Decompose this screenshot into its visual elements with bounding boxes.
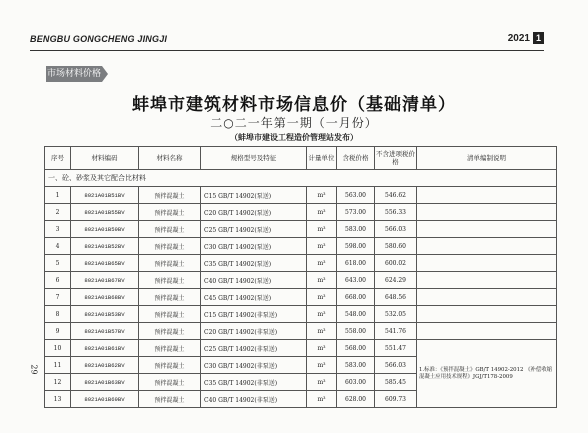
unit: m³ [307,391,337,408]
row-number: 9 [45,323,71,340]
material-name: 预拌混凝土 [139,289,201,306]
material-code: 8021A01B65BV [71,255,139,272]
header-rule [30,50,544,51]
col-header: 材料编码 [71,147,139,170]
running-header [30,34,544,48]
price-with-tax: 643.00 [337,272,375,289]
material-name: 预拌混凝土 [139,238,201,255]
material-code: 8021A01B62BV [71,357,139,374]
col-header: 计量单位 [307,147,337,170]
table-row [45,255,557,272]
page-title: 蚌埠市建筑材料市场信息价（基础清单） [132,95,456,115]
price-with-tax: 583.00 [337,357,375,374]
price-without-tax: 541.76 [375,323,417,340]
col-header: 序号 [45,147,71,170]
unit: m³ [307,340,337,357]
row-number: 5 [45,255,71,272]
material-code: 8021A01B63BV [71,374,139,391]
table-row [45,289,557,306]
material-code: 8021A01B52BV [71,238,139,255]
material-code: 8021A01B69BV [71,391,139,408]
col-header: 不含进项税价格 [375,147,417,170]
price-with-tax: 568.00 [337,340,375,357]
price-without-tax: 551.47 [375,340,417,357]
row-number: 1 [45,187,71,204]
spec: C15 GB/T 14902(非泵送) [201,306,307,323]
spec: C35 GB/T 14902(非泵送) [201,374,307,391]
publisher: （蚌埠市建设工程造价管理站发布） [230,132,358,142]
row-number: 12 [45,374,71,391]
row-number: 8 [45,306,71,323]
unit: m³ [307,357,337,374]
row-number: 6 [45,272,71,289]
spec: C15 GB/T 14902(泵送) [201,187,307,204]
material-code: 8021A01B67BV [71,272,139,289]
spec: C20 GB/T 14902(非泵送) [201,323,307,340]
material-code: 8021A01B59BV [71,221,139,238]
row-number: 4 [45,238,71,255]
material-code: 8021A01B68BV [71,289,139,306]
price-without-tax: 566.03 [375,357,417,374]
price-without-tax: 624.29 [375,272,417,289]
table-row [45,238,557,255]
material-name: 预拌混凝土 [139,306,201,323]
issue-info [508,32,544,44]
unit: m³ [307,204,337,221]
material-name: 预拌混凝土 [139,323,201,340]
col-header: 清单编制说明 [417,147,557,170]
page-number: 29 [29,364,39,375]
issue-badge: 1 [533,32,544,44]
spec: C30 GB/T 14902(非泵送) [201,357,307,374]
spec: C45 GB/T 14902(泵送) [201,289,307,306]
note-cell [417,323,557,340]
note-cell [417,306,557,323]
material-code: 8021A01B55BV [71,204,139,221]
material-name: 预拌混凝土 [139,357,201,374]
price-without-tax: 546.62 [375,187,417,204]
unit: m³ [307,374,337,391]
price-with-tax: 668.00 [337,289,375,306]
price-with-tax: 563.00 [337,187,375,204]
spec: C25 GB/T 14902(非泵送) [201,340,307,357]
table-row [45,221,557,238]
price-with-tax: 618.00 [337,255,375,272]
price-with-tax: 558.00 [337,323,375,340]
unit: m³ [307,255,337,272]
page-subtitle: 二○二一年第一期（一月份） [210,116,378,130]
price-with-tax: 603.00 [337,374,375,391]
unit: m³ [307,238,337,255]
price-without-tax: 532.05 [375,306,417,323]
material-name: 预拌混凝土 [139,272,201,289]
material-name: 预拌混凝土 [139,187,201,204]
row-number: 7 [45,289,71,306]
spec: C30 GB/T 14902(泵送) [201,238,307,255]
note-cell [417,272,557,289]
spec: C40 GB/T 14902(泵送) [201,272,307,289]
spec: C35 GB/T 14902(泵送) [201,255,307,272]
price-with-tax: 628.00 [337,391,375,408]
spec: C40 GB/T 14902(非泵送) [201,391,307,408]
note-cell [417,187,557,204]
price-table [44,146,557,408]
unit: m³ [307,323,337,340]
row-number: 2 [45,204,71,221]
unit: m³ [307,187,337,204]
price-with-tax: 598.00 [337,238,375,255]
price-without-tax: 556.33 [375,204,417,221]
material-name: 预拌混凝土 [139,204,201,221]
material-name: 预拌混凝土 [139,374,201,391]
price-with-tax: 548.00 [337,306,375,323]
table-header-row [45,147,557,170]
col-header: 含税价格 [337,147,375,170]
material-name: 预拌混凝土 [139,391,201,408]
material-code: 8021A01B57BV [71,323,139,340]
unit: m³ [307,289,337,306]
note-cell [417,204,557,221]
category-row [45,170,557,187]
material-code: 8021A01B61BV [71,340,139,357]
note-cell [417,238,557,255]
journal-name: BENGBU GONGCHENG JINGJI [30,34,168,44]
table-row [45,340,557,357]
category-label: 一、砼、砂浆及其它配合比材料 [45,170,557,187]
table-row [45,272,557,289]
spec: C20 GB/T 14902(泵送) [201,204,307,221]
price-without-tax: 609.73 [375,391,417,408]
price-without-tax: 566.03 [375,221,417,238]
material-code: 8021A01B51BV [71,187,139,204]
unit: m³ [307,221,337,238]
material-code: 8021A01B53BV [71,306,139,323]
note-cell [417,221,557,238]
unit: m³ [307,306,337,323]
note-cell [417,255,557,272]
material-name: 预拌混凝土 [139,221,201,238]
price-without-tax: 580.60 [375,238,417,255]
unit: m³ [307,272,337,289]
price-with-tax: 583.00 [337,221,375,238]
col-header: 材料名称 [139,147,201,170]
table-row [45,306,557,323]
material-name: 预拌混凝土 [139,255,201,272]
spec: C25 GB/T 14902(泵送) [201,221,307,238]
price-without-tax: 585.45 [375,374,417,391]
section-tag: 市场材料价格 [46,66,102,82]
table-row [45,187,557,204]
price-without-tax: 648.56 [375,289,417,306]
col-header: 规格型号及特征 [201,147,307,170]
price-with-tax: 573.00 [337,204,375,221]
material-name: 预拌混凝土 [139,340,201,357]
table-row [45,323,557,340]
row-number: 10 [45,340,71,357]
year: 2021 [507,33,530,44]
row-number: 13 [45,391,71,408]
price-without-tax: 600.02 [375,255,417,272]
row-number: 3 [45,221,71,238]
row-number: 11 [45,357,71,374]
compilation-note: 1.标准：《预拌混凝土》GB/T 14902-2012 《补偿收缩混凝土应用技术规程》JGJ/T178-2009 [417,340,557,408]
table-row [45,204,557,221]
note-cell [417,289,557,306]
